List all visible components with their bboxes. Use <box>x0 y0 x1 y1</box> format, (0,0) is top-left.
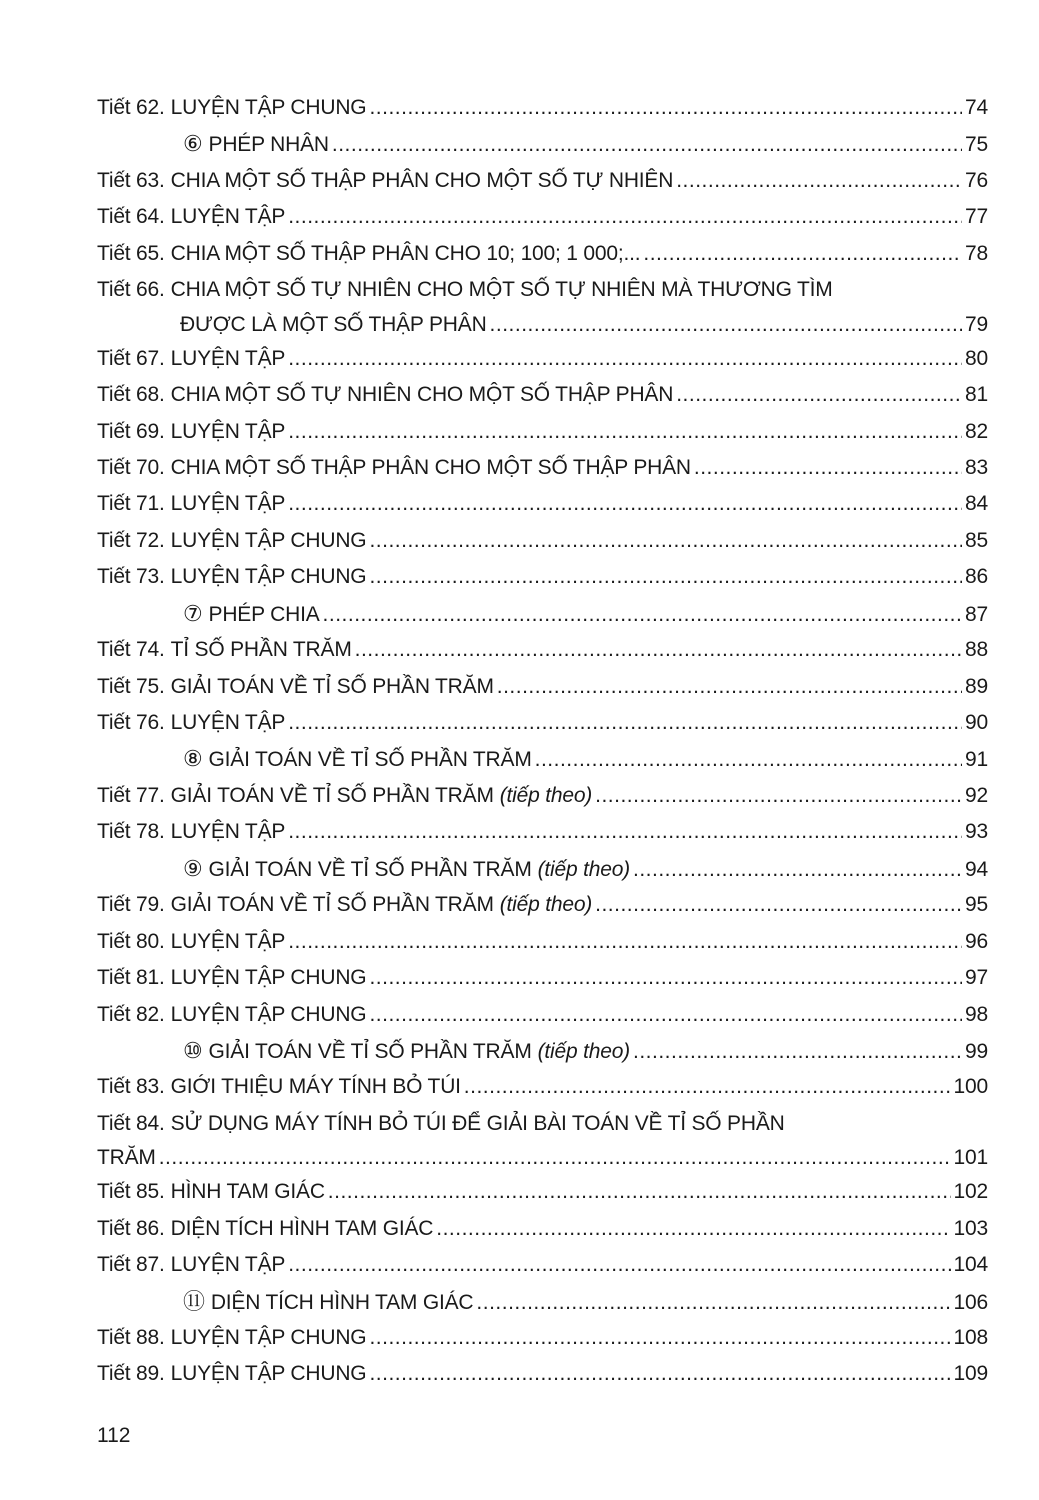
toc-entry <box>97 559 988 595</box>
entry-title: GIẢI TOÁN VỀ TỈ SỐ PHẦN TRĂM <box>208 1039 532 1063</box>
entry-title: LUYỆN TẬP <box>170 929 286 953</box>
toc-entry <box>97 632 988 668</box>
toc-entry <box>97 1284 988 1320</box>
toc-entry <box>97 163 988 199</box>
toc-entry <box>97 414 988 450</box>
entry-page: 81 <box>965 383 988 407</box>
toc-entry <box>97 596 988 632</box>
entry-title: LUYỆN TẬP CHUNG <box>170 96 367 119</box>
dot-leader <box>595 887 962 923</box>
dot-leader <box>497 669 962 705</box>
dot-leader <box>355 632 962 668</box>
entry-title: LUYỆN TẬP <box>170 492 286 516</box>
entry-title-suffix: (tiếp theo) <box>499 893 593 917</box>
entry-label: Tiết 78. <box>97 820 165 844</box>
dot-leader <box>288 486 962 522</box>
entry-page: 86 <box>965 565 988 589</box>
entry-page: 104 <box>953 1253 988 1277</box>
toc-entry <box>97 851 988 887</box>
entry-title: LUYỆN TẬP <box>170 346 286 370</box>
entry-title-suffix: (tiếp theo) <box>537 1039 630 1063</box>
entry-label: Tiết 75. <box>97 674 165 698</box>
toc-entry <box>97 669 988 705</box>
dot-leader <box>288 1247 950 1283</box>
toc-entry <box>97 705 988 741</box>
entry-page: 85 <box>965 528 988 552</box>
entry-label: Tiết 71. <box>97 492 165 516</box>
dot-leader <box>476 1285 950 1321</box>
toc-entry <box>97 1211 988 1247</box>
entry-label: Tiết 77. <box>97 783 165 807</box>
toc-entry <box>97 486 988 522</box>
entry-title: PHÉP NHÂN <box>208 133 329 157</box>
toc-entry <box>97 199 988 235</box>
entry-label: Tiết 87. <box>97 1253 165 1277</box>
entry-label: Tiết 72. <box>97 528 165 552</box>
dot-leader <box>369 1320 950 1356</box>
entry-label: Tiết 70. <box>97 455 165 479</box>
entry-page: 95 <box>965 893 988 917</box>
entry-label: Tiết 67. <box>97 346 165 370</box>
entry-title: GIẢI TOÁN VỀ TỈ SỐ PHẦN TRĂM <box>170 783 494 807</box>
dot-leader <box>159 1142 951 1174</box>
toc-entry <box>97 1106 988 1142</box>
entry-label: Tiết 62. <box>97 96 165 119</box>
entry-title: TỈ SỐ PHẦN TRĂM <box>170 638 352 662</box>
entry-title: LUYỆN TẬP CHUNG <box>170 565 367 589</box>
entry-page: 100 <box>953 1075 988 1099</box>
entry-title: LUYỆN TẬP <box>170 205 286 229</box>
dot-leader <box>643 236 962 272</box>
dot-leader <box>369 559 962 595</box>
toc-entry-continuation <box>97 1142 988 1174</box>
entry-label: Tiết 85. <box>97 1180 165 1204</box>
lesson-number-badge: ⑦ <box>183 600 203 626</box>
dot-leader <box>676 377 962 413</box>
entry-title: PHÉP CHIA <box>208 602 320 626</box>
dot-leader <box>369 960 962 996</box>
dot-leader <box>676 163 962 199</box>
entry-title-suffix: (tiếp theo) <box>499 783 593 807</box>
toc-entry <box>97 741 988 777</box>
entry-label: Tiết 86. <box>97 1216 165 1240</box>
dot-leader <box>369 997 962 1033</box>
entry-title: CHIA MỘT SỐ THẬP PHÂN CHO MỘT SỐ THẬP PHÂN <box>170 455 691 479</box>
entry-label: Tiết 63. <box>97 168 165 192</box>
entry-title: GIỚI THIỆU MÁY TÍNH BỎ TÚI <box>170 1075 461 1099</box>
toc-entry <box>97 1356 988 1392</box>
entry-label: Tiết 69. <box>97 419 165 443</box>
lesson-number-badge: ⑧ <box>183 746 203 772</box>
toc-entry <box>97 450 988 486</box>
entry-title: LUYỆN TẬP CHUNG <box>170 966 367 990</box>
dot-leader <box>464 1069 951 1105</box>
entry-page: 76 <box>965 168 988 192</box>
entry-label: Tiết 65. <box>97 241 165 265</box>
entry-page: 92 <box>965 783 988 807</box>
entry-label: Tiết 64. <box>97 205 165 229</box>
dot-leader <box>369 90 962 126</box>
dot-leader <box>288 814 962 850</box>
dot-leader <box>323 597 962 633</box>
dot-leader <box>694 450 962 486</box>
toc-entry <box>97 236 988 272</box>
entry-label: Tiết 84. <box>97 1111 165 1135</box>
entry-title: CHIA MỘT SỐ THẬP PHÂN CHO MỘT SỐ TỰ NHIÊN <box>170 168 674 192</box>
entry-page: 106 <box>953 1290 988 1314</box>
toc-entry <box>97 1320 988 1356</box>
toc-entry <box>97 1247 988 1283</box>
entry-page: 103 <box>953 1216 988 1240</box>
toc-entry <box>97 377 988 413</box>
entry-page: 75 <box>965 133 988 157</box>
entry-page: 87 <box>965 602 988 626</box>
entry-title: SỬ DỤNG MÁY TÍNH BỎ TÚI ĐỂ GIẢI BÀI TOÁN VỀ TỈ SỐ PHẦN <box>170 1111 785 1135</box>
dot-leader <box>332 127 962 163</box>
entry-page: 96 <box>965 929 988 953</box>
entry-title: LUYỆN TẬP <box>170 820 286 844</box>
lesson-number-badge: ⑪ <box>183 1288 205 1314</box>
entry-label: Tiết 81. <box>97 966 165 990</box>
entry-page: 93 <box>965 820 988 844</box>
entry-page: 99 <box>965 1039 988 1063</box>
entry-page: 77 <box>965 205 988 229</box>
entry-title: LUYỆN TẬP <box>170 1253 286 1277</box>
dot-leader <box>288 199 962 235</box>
entry-title: GIẢI TOÁN VỀ TỈ SỐ PHẦN TRĂM <box>170 674 494 698</box>
entry-title: DIỆN TÍCH HÌNH TAM GIÁC <box>170 1216 434 1240</box>
toc-entry <box>97 924 988 960</box>
entry-title-line2: TRĂM <box>97 1146 156 1170</box>
entry-title: LUYỆN TẬP CHUNG <box>170 1326 367 1349</box>
entry-title: HÌNH TAM GIÁC <box>170 1180 325 1204</box>
toc-entry <box>97 1033 988 1069</box>
toc-entry <box>97 341 988 377</box>
toc-entry-continuation <box>97 309 988 341</box>
entry-page: 101 <box>953 1146 988 1170</box>
entry-page: 94 <box>965 857 988 881</box>
lesson-number-badge: ⑨ <box>183 855 203 881</box>
dot-leader <box>288 341 962 377</box>
dot-leader <box>535 742 962 778</box>
entry-page: 108 <box>953 1326 988 1349</box>
toc-entry <box>97 90 988 126</box>
entry-title: CHIA MỘT SỐ TỰ NHIÊN CHO MỘT SỐ TỰ NHIÊN MÀ THƯƠNG TÌM <box>170 278 833 302</box>
page-number: 112 <box>97 1424 131 1447</box>
entry-title: GIẢI TOÁN VỀ TỈ SỐ PHẦN TRĂM <box>170 893 494 917</box>
toc-entry <box>97 523 988 559</box>
entry-page: 97 <box>965 966 988 990</box>
entry-page: 102 <box>953 1180 988 1204</box>
toc-entry <box>97 960 988 996</box>
dot-leader <box>633 1034 962 1070</box>
toc-entry <box>97 997 988 1033</box>
entry-title: LUYỆN TẬP <box>170 419 286 443</box>
entry-label: Tiết 68. <box>97 383 165 407</box>
dot-leader <box>288 924 962 960</box>
dot-leader <box>633 852 962 888</box>
toc-entry <box>97 778 988 814</box>
dot-leader <box>288 414 962 450</box>
entry-title-suffix: (tiếp theo) <box>537 857 630 881</box>
entry-page: 80 <box>965 346 988 370</box>
entry-page: 88 <box>965 638 988 662</box>
dot-leader <box>369 523 962 559</box>
toc-entry <box>97 814 988 850</box>
entry-title: GIẢI TOÁN VỀ TỈ SỐ PHẦN TRĂM <box>208 748 532 772</box>
dot-leader <box>436 1211 950 1247</box>
entry-page: 90 <box>965 711 988 734</box>
entry-label: Tiết 80. <box>97 929 165 953</box>
toc-entry <box>97 126 988 162</box>
entry-page: 98 <box>965 1002 988 1026</box>
dot-leader <box>369 1356 950 1392</box>
entry-page: 82 <box>965 419 988 443</box>
entry-label: Tiết 88. <box>97 1326 165 1349</box>
lesson-number-badge: ⑩ <box>183 1037 203 1063</box>
entry-title-line2: ĐƯỢC LÀ MỘT SỐ THẬP PHÂN <box>180 312 487 336</box>
toc-entry <box>97 272 988 308</box>
entry-label: Tiết 66. <box>97 278 165 302</box>
dot-leader <box>328 1174 951 1210</box>
dot-leader <box>288 705 962 741</box>
entry-title: DIỆN TÍCH HÌNH TAM GIÁC <box>210 1290 474 1314</box>
dot-leader <box>490 309 962 341</box>
entry-page: 89 <box>965 674 988 698</box>
entry-label: Tiết 76. <box>97 711 165 734</box>
lesson-number-badge: ⑥ <box>183 131 203 157</box>
entry-page: 109 <box>953 1362 988 1386</box>
entry-page: 74 <box>965 96 988 119</box>
entry-page: 83 <box>965 455 988 479</box>
entry-page: 84 <box>965 492 988 516</box>
entry-title: CHIA MỘT SỐ TỰ NHIÊN CHO MỘT SỐ THẬP PHÂN <box>170 383 674 407</box>
entry-label: Tiết 82. <box>97 1002 165 1026</box>
entry-label: Tiết 73. <box>97 565 165 589</box>
entry-page: 79 <box>965 312 988 336</box>
entry-title: GIẢI TOÁN VỀ TỈ SỐ PHẦN TRĂM <box>208 857 532 881</box>
toc-entry <box>97 1174 988 1210</box>
entry-label: Tiết 79. <box>97 893 165 917</box>
table-of-contents <box>97 90 988 1393</box>
entry-label: Tiết 83. <box>97 1075 165 1099</box>
toc-entry <box>97 887 988 923</box>
entry-page: 91 <box>965 748 988 772</box>
toc-entry <box>97 1069 988 1105</box>
entry-label: Tiết 89. <box>97 1362 165 1386</box>
entry-label: Tiết 74. <box>97 638 165 662</box>
entry-title: CHIA MỘT SỐ THẬP PHÂN CHO 10; 100; 1 000;... <box>170 241 641 265</box>
dot-leader <box>595 778 962 814</box>
entry-page: 78 <box>965 241 988 265</box>
entry-title: LUYỆN TẬP CHUNG <box>170 1362 367 1386</box>
entry-title: LUYỆN TẬP <box>170 711 286 734</box>
entry-title: LUYỆN TẬP CHUNG <box>170 1002 367 1026</box>
entry-title: LUYỆN TẬP CHUNG <box>170 528 367 552</box>
